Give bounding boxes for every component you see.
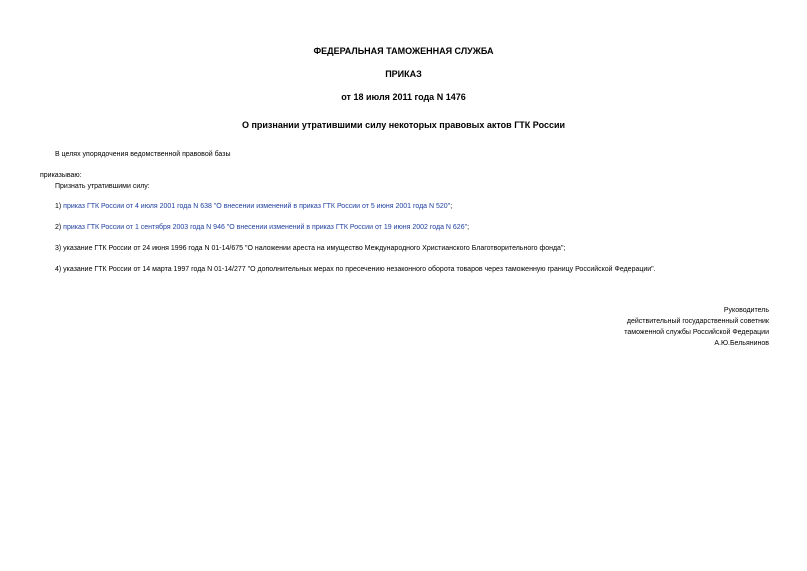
- signature-rank: действительный государственный советник: [626, 318, 769, 325]
- order-946-link[interactable]: приказ ГТК России от 1 сентября 2003 года N 946 "О внесении изменений в приказ ГТК России от 19 июня 2002 года N 626": [63, 224, 468, 231]
- preamble-text: В целях упорядочения ведомственной правовой базы: [55, 151, 231, 158]
- signature-name: А.Ю.Бельянинов: [714, 340, 769, 347]
- document-title: О признании утратившими силу некоторых правовых актов ГТК России: [241, 120, 566, 130]
- list-item-number: 1): [55, 203, 64, 210]
- signature-block: [624, 305, 769, 349]
- list-item: 4) указание ГТК России от 14 марта 1997 года N 01-14/277 "О дополнительных мерах по пресечению незаконного оборота товаров через таможенную границу Российской Федерации".: [55, 266, 656, 273]
- document-type: ПРИКАЗ: [385, 69, 422, 79]
- list-item-number: 2): [55, 224, 64, 231]
- signature-position: Руководитель: [723, 307, 769, 314]
- list-item-tail: ;: [450, 203, 453, 210]
- document-date-number: от 18 июля 2011 года N 1476: [341, 92, 466, 102]
- list-item: 3) указание ГТК России от 24 июня 1996 года N 01-14/675 "О наложении ареста на имущество Международного Христианского Благотворительного фонда";: [55, 245, 566, 252]
- signature-rank-org: таможенной службы Российской Федерации: [624, 329, 769, 336]
- list-item: [55, 202, 452, 211]
- list-item-tail: ;: [467, 224, 470, 231]
- agency-name: ФЕДЕРАЛЬНАЯ ТАМОЖЕННАЯ СЛУЖБА: [313, 46, 494, 56]
- decision-text: Признать утратившими силу:: [55, 183, 150, 190]
- order-word: приказываю:: [40, 172, 82, 179]
- order-638-link[interactable]: приказ ГТК России от 4 июля 2001 года N 638 "О внесении изменений в приказ ГТК России от 5 июня 2001 года N 520": [63, 203, 451, 210]
- list-item: [55, 223, 469, 232]
